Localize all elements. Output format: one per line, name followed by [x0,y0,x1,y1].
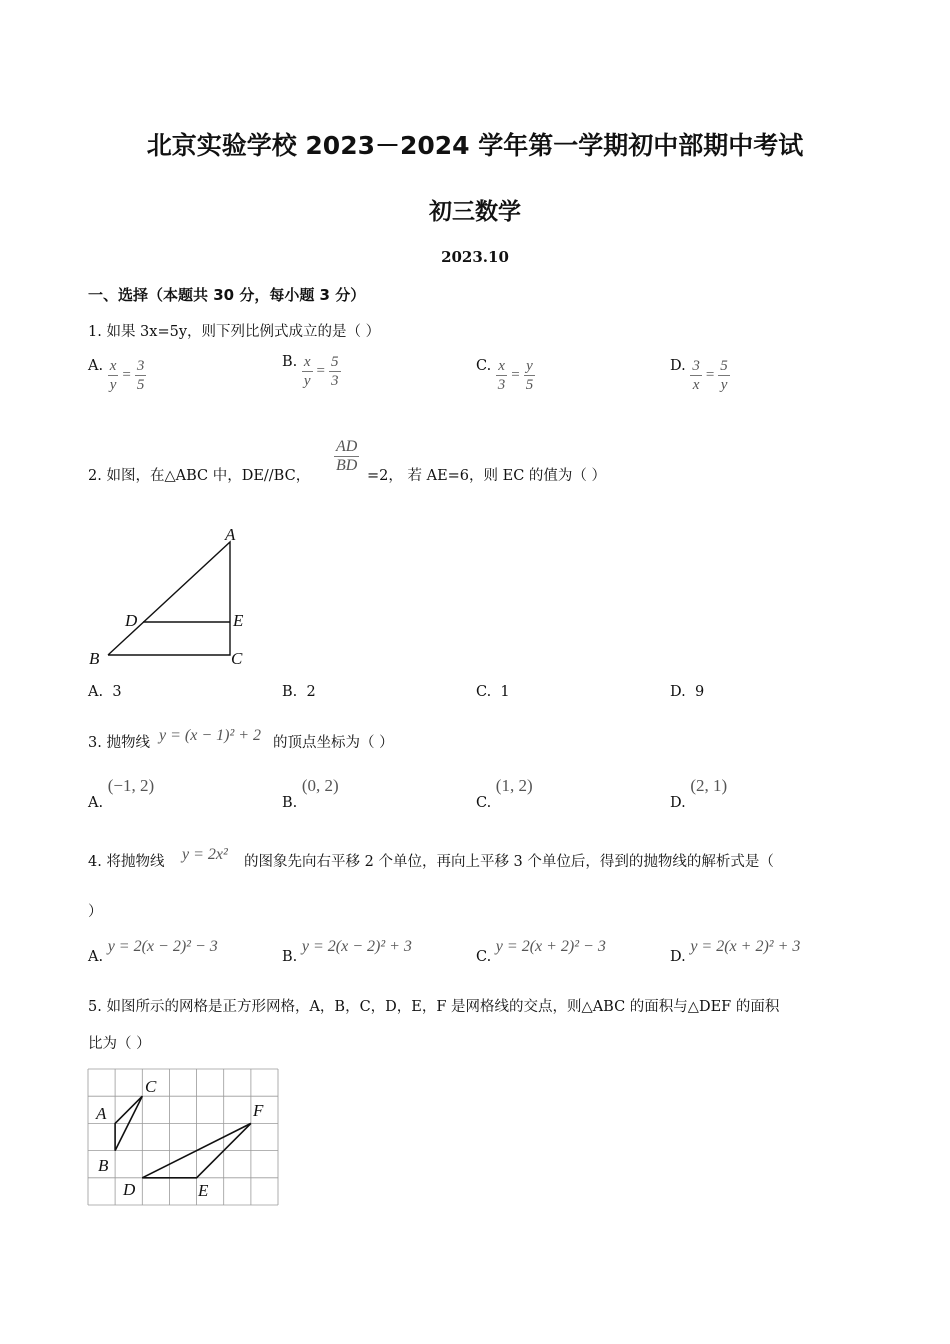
fraction-denominator: y [720,377,728,393]
option-value: (0, 2) [301,776,339,795]
option-value: 9 [694,684,705,700]
q4-option-a [88,938,218,965]
option-value: (−1, 2) [107,776,155,795]
option-label: A. [88,795,104,811]
exam-subject: 初三数学 [429,199,521,225]
fraction-denominator: 5 [136,377,145,393]
section-heading: 一、选择（本题共 30 分，每小题 3 分） [88,286,366,304]
exam-date: 2023.10 [441,248,509,266]
option-label: C. [476,949,492,965]
fraction-numerator: x [109,358,117,374]
q1-option-c: C. $\frac{x}{3}$ = $\frac{y}{5}$ [476,358,534,393]
option-value: (2, 1) [690,776,728,795]
fraction-denominator: y [303,373,311,389]
option-label: C. [476,358,492,374]
q1-option-b: B. $\frac{x}{y}$ = $\frac{5}{3}$ [282,354,339,389]
square-grid [88,1069,278,1205]
option-label: A. [88,358,104,374]
option-value: 2 [306,684,316,700]
vertex-label-d: D [125,611,138,630]
option-label: C. [476,684,492,700]
question-2-stem-a: 2. 如图，在△ABC 中，DE//BC， [88,468,311,484]
point-label-f: F [253,1101,264,1120]
option-label: A. [88,684,104,700]
option-value: y = 2(x + 2)² + 3 [690,938,801,955]
option-label: B. [282,354,298,370]
q4-formula: y = 2x² [182,846,228,863]
option-value: y = 2(x − 2)² + 3 [301,938,412,955]
option-label: C. [476,795,492,811]
q3-option-c [476,776,533,811]
question-3-stem-b: 的顶点坐标为（ ） [273,735,394,751]
option-label: B. [282,684,298,700]
fraction-denominator: y [109,377,117,393]
fraction-denominator: 3 [497,377,506,393]
fraction-numerator: y [524,357,536,376]
q2-option-c [476,684,510,700]
option-label: D. [670,949,686,965]
option-label: A. [88,949,104,965]
fraction-numerator: 3 [692,358,700,374]
question-3-stem-a: 3. 抛物线 [88,735,150,751]
vertex-label-c: C [231,649,243,668]
option-value: y = 2(x − 2)² − 3 [107,938,218,955]
question-2-stem-b: =2， 若 AE=6，则 EC 的值为（ ） [367,468,607,484]
question-5-stem-a: 5. 如图所示的网格是正方形网格，A，B，C，D，E，F 是网格线的交点，则△ABC 的面积与△DEF 的面积 [88,999,780,1015]
fraction-denominator: 5 [525,377,534,393]
q2-ratio-fraction [332,438,361,475]
q3-option-d [670,776,728,811]
point-label-c: C [145,1077,157,1096]
point-label-b: B [98,1156,109,1175]
q1-option-a: A. $\frac{x}{y}$ = $\frac{3}{5}$ [88,358,145,393]
vertex-label-b: B [89,649,100,668]
vertex-label-e: E [233,611,244,630]
fraction-numerator: AD [336,438,358,455]
fraction-denominator: x [692,377,700,393]
fraction-denominator: BD [336,457,358,474]
point-label-e: E [198,1181,209,1200]
q4-option-d [670,938,801,965]
q4-option-b [282,938,412,965]
q3-formula: y = (x − 1)² + 2 [159,727,262,744]
option-value: 1 [500,684,510,700]
fraction-numerator: 3 [136,358,145,374]
q5-grid-figure [86,1068,282,1208]
q4-option-c [476,938,606,965]
option-label: B. [282,949,298,965]
option-value: 3 [112,684,122,700]
option-label: D. [670,795,686,811]
q3-option-a [88,776,155,811]
fraction-numerator: x [496,357,508,376]
q2-option-b [282,684,316,700]
fraction-numerator: 5 [720,358,728,374]
option-label: D. [670,358,686,374]
option-label: B. [282,795,298,811]
fraction-denominator: 3 [331,373,339,389]
q1-option-d: D. $\frac{3}{x}$ = $\frac{5}{y}$ [670,358,728,393]
exam-title: 北京实验学校 2023－2024 学年第一学期初中部期中考试 [146,131,804,160]
question-4-stem-b: 的图象先向右平移 2 个单位，再向上平移 3 个单位后，得到的抛物线的解析式是（ [244,854,774,870]
q2-triangle-figure [85,520,265,675]
triangle-abc [108,542,230,655]
fraction-numerator: x [303,354,311,370]
question-4-stem-a: 4. 将抛物线 [88,854,165,870]
question-5-stem-b: 比为（ ） [88,1036,151,1052]
point-label-a: A [96,1104,107,1123]
q2-option-a [88,684,122,700]
option-value: (1, 2) [495,776,533,795]
question-1-stem: 1. 如果 3x=5y，则下列比例式成立的是（ ） [88,324,381,340]
point-label-d: D [123,1180,136,1199]
question-4-stem-c: ） [88,904,103,920]
fraction-numerator: 5 [331,354,339,370]
option-label: D. [670,684,686,700]
option-value: y = 2(x + 2)² − 3 [495,938,606,955]
q2-option-d [670,684,704,700]
q3-option-b [282,776,339,811]
vertex-label-a: A [225,525,236,544]
